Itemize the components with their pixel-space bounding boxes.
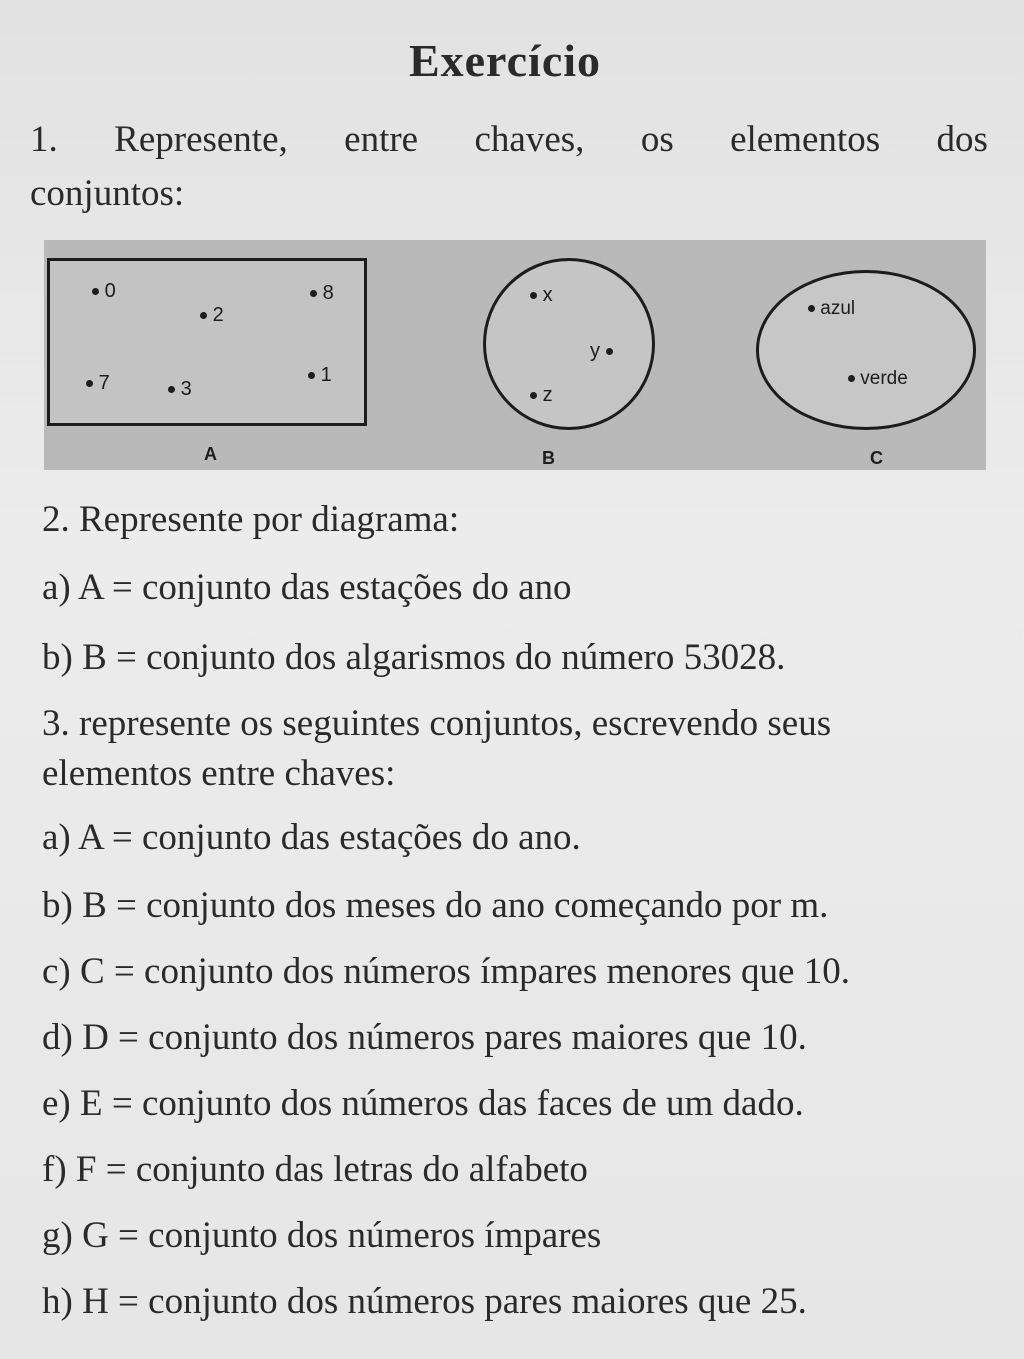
question-3-item: e) E = conjunto dos números das faces de um dado. xyxy=(42,1083,804,1124)
q1-word: entre xyxy=(344,119,419,160)
question-2-item: b) B = conjunto dos algarismos do número 53028. xyxy=(42,637,786,678)
set-b-element: x xyxy=(530,284,553,307)
question-3-item: b) B = conjunto dos meses do ano começando por m. xyxy=(42,885,829,926)
question-3-heading-line-1: 3. represente os seguintes conjuntos, escrevendo seus xyxy=(42,703,832,744)
set-b-diagram xyxy=(483,258,655,430)
question-3-heading-line-2: elementos entre chaves: xyxy=(42,753,396,794)
q1-word: Represente, xyxy=(114,119,288,160)
question-3-item: a) A = conjunto das estações do ano. xyxy=(42,817,581,858)
question-3-item: g) G = conjunto dos números ímpares xyxy=(42,1215,602,1256)
question-3-item: h) H = conjunto dos números pares maiores que 25. xyxy=(42,1281,807,1322)
q1-word: elementos xyxy=(730,119,881,160)
set-c-element: verde xyxy=(848,368,908,390)
set-c-element: azul xyxy=(808,298,855,320)
question-2-item: a) A = conjunto das estações do ano xyxy=(42,567,572,608)
q1-word: 1. xyxy=(30,119,58,160)
set-c-diagram xyxy=(756,270,976,430)
set-b-label: B xyxy=(542,448,555,468)
question-1-line-2: conjuntos: xyxy=(30,173,185,214)
set-a-element: 7 xyxy=(86,372,110,395)
question-3-item: f) F = conjunto das letras do alfabeto xyxy=(42,1149,588,1190)
set-a-label: A xyxy=(204,444,217,464)
set-a-element: 0 xyxy=(92,280,116,303)
set-a-element: 1 xyxy=(308,364,332,387)
question-1-line-1 xyxy=(30,118,988,161)
set-c-label: C xyxy=(870,448,883,468)
set-b-element: y xyxy=(590,340,613,363)
q1-word: chaves, xyxy=(474,119,585,160)
question-3-item: d) D = conjunto dos números pares maiores que 10. xyxy=(42,1017,807,1058)
question-3-item: c) C = conjunto dos números ímpares menores que 10. xyxy=(42,951,850,992)
set-a-element: 2 xyxy=(200,304,224,327)
page-title: Exercício xyxy=(408,35,602,86)
question-2-heading: 2. Represente por diagrama: xyxy=(42,499,460,540)
set-a-element: 3 xyxy=(168,378,192,401)
set-b-element: z xyxy=(530,384,553,407)
q1-word: os xyxy=(640,119,674,160)
q1-word: dos xyxy=(936,119,988,160)
set-a-element: 8 xyxy=(310,282,334,305)
